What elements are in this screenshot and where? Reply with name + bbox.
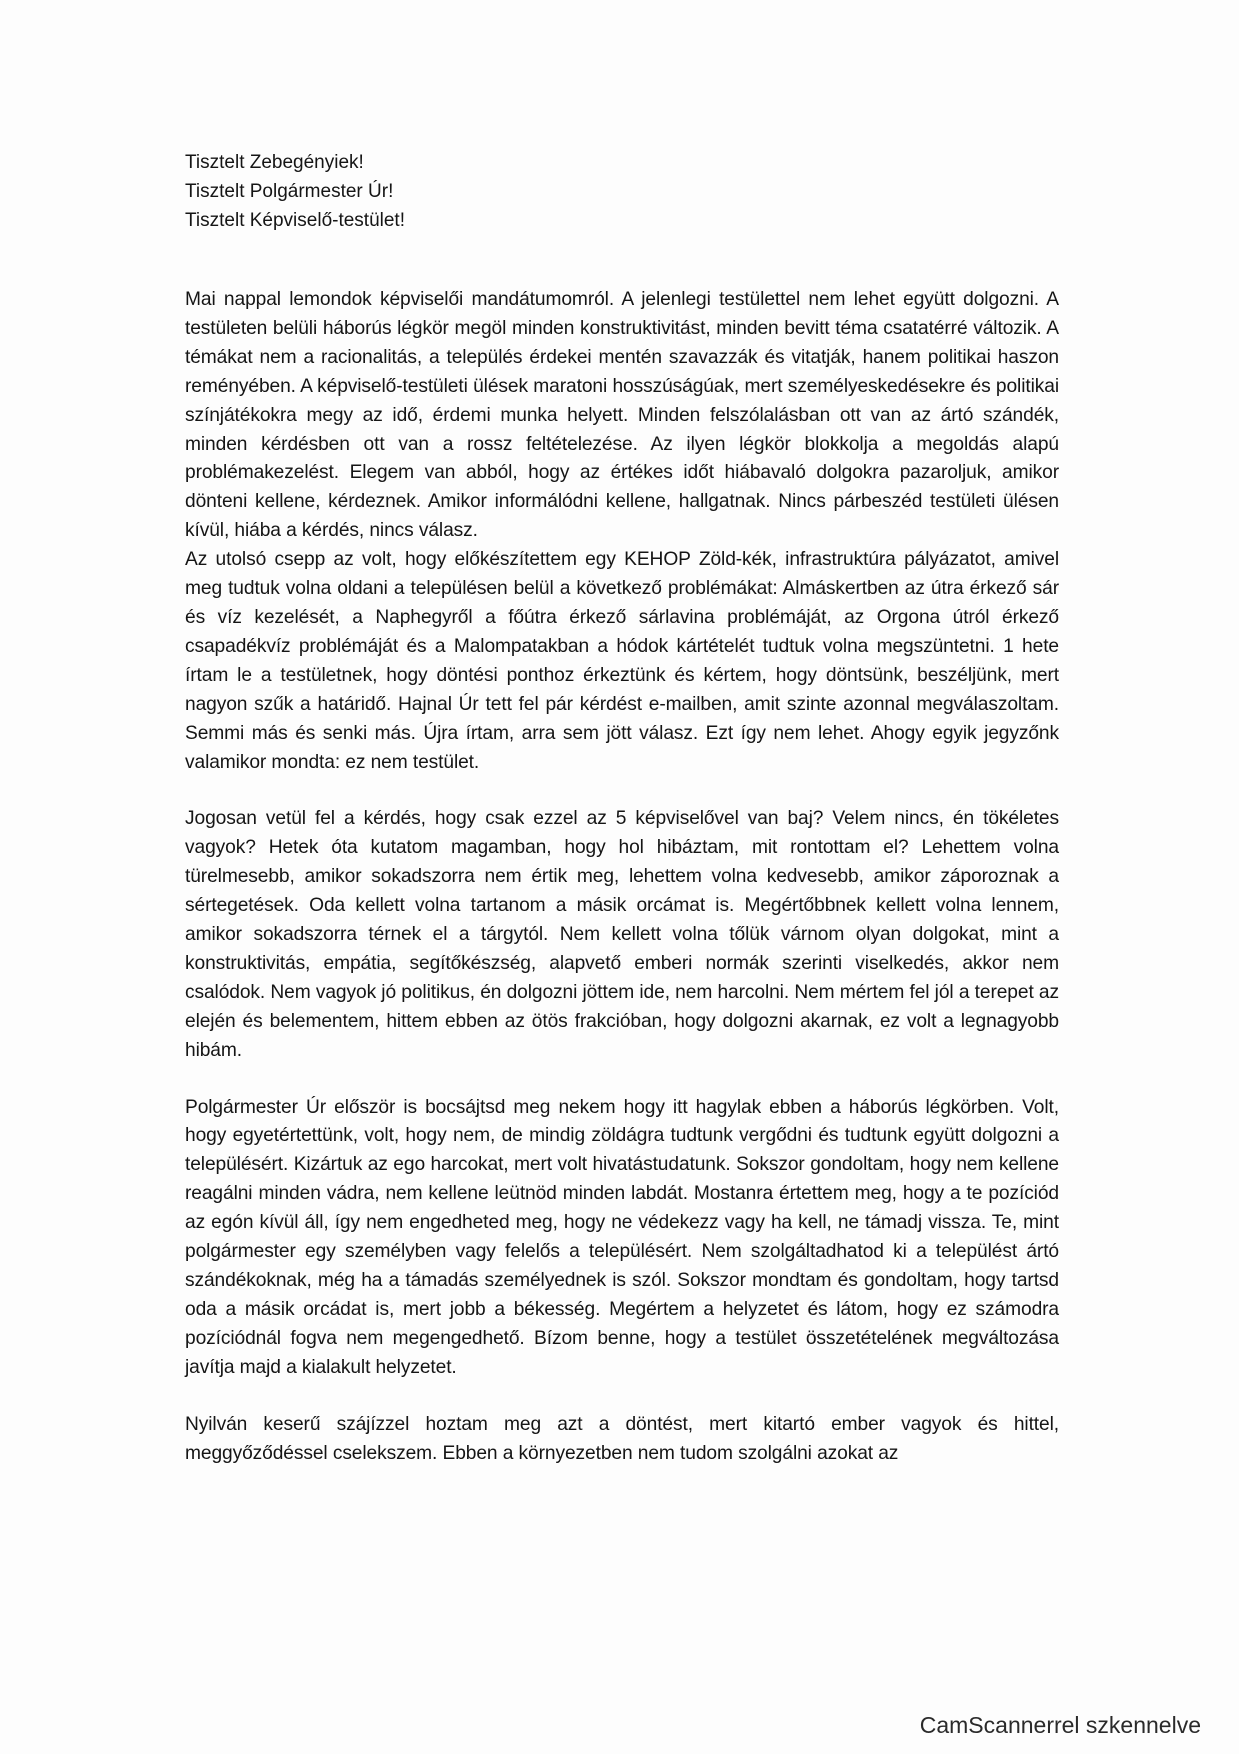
letter-paragraph: Nyilván keserű szájízzel hoztam meg azt a döntést, mert kitartó ember vagyok és hittel, meggyőződéssel cselekszem. Ebben a környezetben nem tudom szolgálni azokat az <box>185 1413 1059 1464</box>
letter-paragraph: Mai nappal lemondok képviselői mandátumomról. A jelenlegi testülettel nem lehet együtt dolgozni. A testületen belüli háborús légkör megöl minden konstruktivitást, minden bevitt téma csatatérré változik. A témákat nem a racionalitás, a település érdekei mentén szavazzák és vitatják, hanem politikai haszon reményében. A képviselő-testületi ülések maratoni hosszúságúak, mert személyeskedésekre és politikai színjátékokra megy az idő, érdemi munka helyett. Minden felszólalásban ott van az ártó szándék, minden kérdésben ott van a rossz feltételezése. Az ilyen légkör blokkolja a megoldás alapú problémakezelést. Elegem van abból, hogy az értékes időt hiábavaló dolgokra pazaroljuk, amikor dönteni kellene, kérdeznek. Amikor informálódni kellene, hallgatnak. Nincs párbeszéd testületi ülésen kívül, hiába a kérdés, nincs válasz. <box>185 289 1059 542</box>
letter-paragraph: Az utolsó csepp az volt, hogy előkészítettem egy KEHOP Zöld-kék, infrastruktúra pályázatot, amivel meg tudtuk volna oldani a településen belül a következő problémákat: Almáskertben az útra érkező sár és víz kezelését, a Naphegyről a főútra érkező sárlavina problémáját, az Orgona útról érkező csapadékvíz problémáját és a Malompatakban a hódok kártételét tudtuk volna megszüntetni. 1 hete írtam le a testületnek, hogy döntési ponthoz érkeztünk és kértem, hogy döntsünk, beszéljünk, mert nagyon szűk a határidő. Hajnal Úr tett fel pár kérdést e-mailben, amit szinte azonnal megválaszoltam. Semmi más és senki más. Újra írtam, arra sem jött válasz. Ezt így nem lehet. Ahogy egyik jegyzőnk valamikor mondta: ez nem testület. <box>185 549 1059 773</box>
salutation-block <box>185 148 405 235</box>
letter-paragraph: Polgármester Úr először is bocsájtsd meg nekem hogy itt hagylak ebben a háborús légkörben. Volt, hogy egyetértettünk, volt, hogy nem, de mindig zöldágra tudtunk vergődni és tudtunk együtt dolgozni a településért. Kizártuk az ego harcokat, mert volt hivatástudatunk. Sokszor gondoltam, hogy nem kellene reagálni minden vádra, nem kellene leütnöd minden labdát. Mostanra értettem meg, hogy a te pozíciód az egón kívül áll, így nem engedheted meg, hogy ne védekezz vagy ha kell, ne támadj vissza. Te, mint polgármester egy személyben vagy felelős a településért. Nem szolgáltadhatod ki a települést ártó szándékoknak, még ha a támadás személyednek is szól. Sokszor mondtam és gondoltam, hogy tartsd oda a másik orcádat is, mert jobb a békesség. Megértem a helyzetet és látom, hogy ez számodra pozíciódnál fogva nem megengedhető. Bízom benne, hogy a testület összetételének megváltozása javítja majd a kialakult helyzetet. <box>185 1096 1059 1378</box>
letter-body <box>185 286 1059 1468</box>
letter-paragraph: Jogosan vetül fel a kérdés, hogy csak ezzel az 5 képviselővel van baj? Velem nincs, én tökéletes vagyok? Hetek óta kutatom magamban, hogy hol hibáztam, mit rontottam el? Lehettem volna türelmesebb, amikor sokadszorra nem értik meg, lehettem volna kedvesebb, amikor záporoznak a sértegetések. Oda kellett volna tartanom a másik orcámat is. Megértőbbnek kellett volna lennem, amikor sokadszorra térnek el a tárgytól. Nem kellett volna tőlük várnom olyan dolgokat, mint a konstruktivitás, empátia, segítőkészség, alapvető emberi normák szerinti viselkedés, akkor nem csalódok. Nem vagyok jó politikus, én dolgozni jöttem ide, nem harcolni. Nem mértem fel jól a terepet az elején és belementem, hittem ebben az ötös frakcióban, hogy dolgozni akarnak, ez volt a legnagyobb hibám. <box>185 808 1059 1061</box>
salutation-line: Tisztelt Képviselő-testület! <box>185 210 405 231</box>
salutation-line: Tisztelt Zebegényiek! <box>185 152 364 173</box>
salutation-line: Tisztelt Polgármester Úr! <box>185 181 394 202</box>
scanner-watermark: CamScannerrel szkennelve <box>919 1712 1201 1738</box>
